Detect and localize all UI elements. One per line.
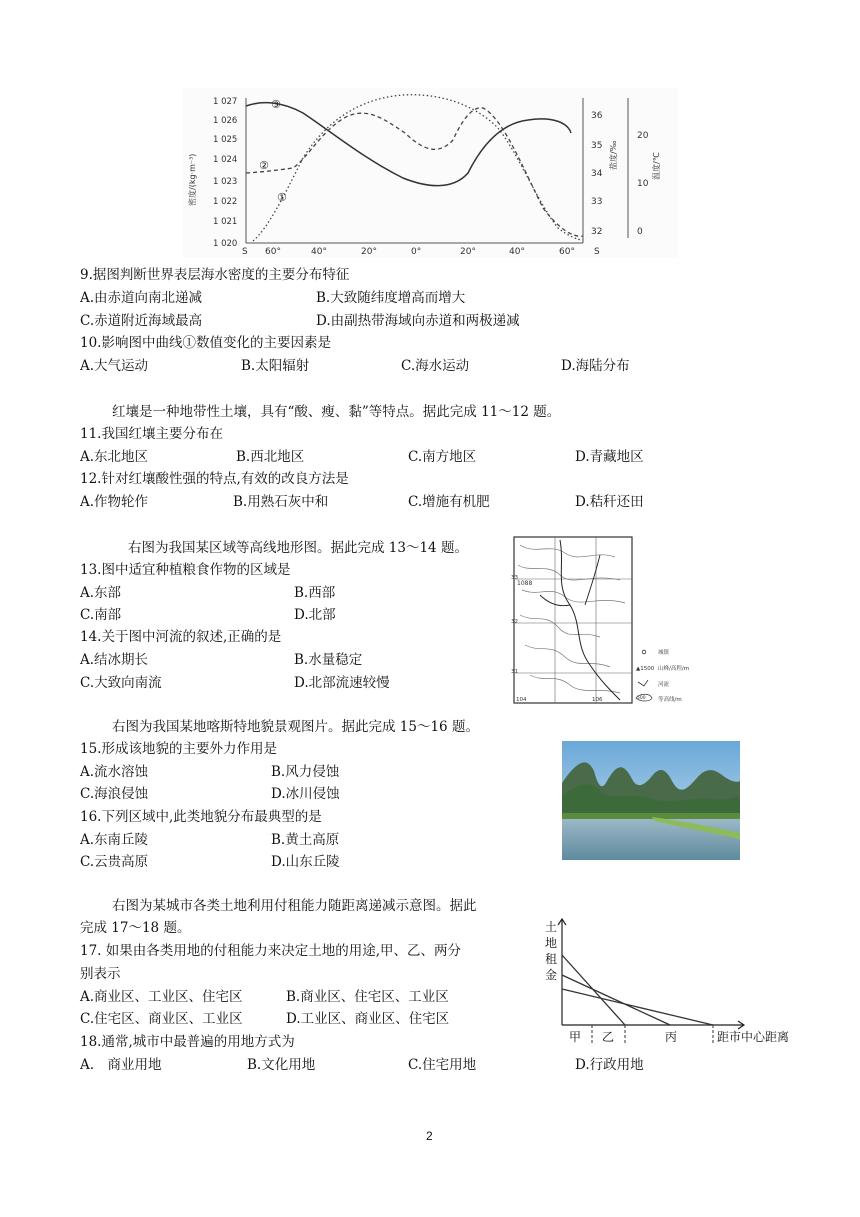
q11-option-a[interactable]: A.东北地区 (80, 449, 149, 465)
q16-stem: 16.下列区域中,此类地貌分布最典型的是 (80, 809, 322, 825)
svg-text:0°: 0° (411, 247, 422, 257)
q10-option-a[interactable]: A.大气运动 (80, 358, 149, 374)
density-tick: 1 026 (213, 116, 238, 126)
q18-option-b[interactable]: B.文化用地 (247, 1057, 316, 1073)
q13-stem: 13.图中适宜种植粮食作物的区域是 (80, 562, 291, 578)
q11-option-b[interactable]: B.西北地区 (236, 449, 305, 465)
q18-option-c[interactable]: C.住宅用地 (408, 1057, 477, 1073)
intro-15-16: 右图为我国某地喀斯特地貌景观图片。据此完成 15～16 题。 (112, 719, 479, 735)
svg-text:32: 32 (591, 227, 603, 237)
density-tick: 1 021 (213, 217, 238, 227)
q10-option-c[interactable]: C.海水运动 (401, 358, 470, 374)
distance-axis-label: 距市中心距离 (717, 1030, 790, 1044)
q10-stem: 10.影响图中曲线①数值变化的主要因素是 (80, 335, 331, 351)
q9-option-b[interactable]: B.大致随纬度增高而增大 (316, 290, 466, 306)
q18-option-a[interactable]: A. 商业用地 (80, 1057, 162, 1073)
q17-option-d[interactable]: D.工业区、商业区、住宅区 (286, 1011, 450, 1027)
q17-stem-line2: 别表示 (80, 966, 121, 982)
map-lat-tick: 31 (511, 669, 518, 675)
q14-stem: 14.关于图中河流的叙述,正确的是 (80, 629, 282, 645)
q9-option-a[interactable]: A.由赤道向南北递减 (80, 290, 203, 306)
svg-text:20°: 20° (460, 247, 476, 257)
legend-peak-sample: ▲1500 (636, 666, 655, 672)
density-salinity-temperature-figure (183, 88, 678, 258)
q17-option-c[interactable]: C.住宅区、商业区、工业区 (80, 1011, 243, 1027)
q13-option-d[interactable]: D.北部 (294, 607, 336, 623)
svg-text:20°: 20° (361, 247, 377, 257)
svg-text:40°: 40° (509, 247, 525, 257)
contour-map (510, 535, 730, 707)
svg-text:0: 0 (637, 227, 643, 237)
q13-option-c[interactable]: C.南部 (80, 607, 122, 623)
q11-stem: 11.我国红壤主要分布在 (80, 426, 223, 442)
q15-option-a[interactable]: A.流水溶蚀 (80, 764, 149, 780)
svg-text:河流: 河流 (658, 682, 670, 688)
zone-label-yi: 乙 (602, 1030, 615, 1044)
q9-option-d[interactable]: D.由副热带海域向赤道和两极递减 (316, 313, 520, 329)
density-tick: 1 023 (213, 177, 238, 187)
density-axis-label: 密度/(kg·m⁻³) (188, 153, 197, 206)
svg-text:35: 35 (591, 141, 603, 151)
svg-text:城镇: 城镇 (658, 650, 670, 656)
svg-text:60°: 60° (559, 247, 575, 257)
land-rent-diagram (545, 917, 805, 1049)
q16-option-b[interactable]: B.黄土高原 (271, 832, 340, 848)
map-lat-tick: 33 (511, 575, 518, 581)
q14-option-b[interactable]: B.水量稳定 (294, 652, 363, 668)
rent-axis-char: 租 (545, 952, 558, 966)
q17-option-b[interactable]: B.商业区、住宅区、工业区 (286, 989, 449, 1005)
page-number: 2 (426, 1129, 433, 1143)
svg-text:S: S (594, 247, 600, 257)
svg-text:山峰/高程/m: 山峰/高程/m (658, 666, 690, 672)
q14-option-c[interactable]: C.大致向南流 (80, 675, 162, 691)
density-tick: 1 024 (213, 155, 238, 165)
density-tick: 1 022 (213, 197, 238, 207)
curve-label-3: ③ (271, 98, 281, 111)
q12-option-c[interactable]: C.增施有机肥 (408, 494, 490, 510)
rent-line-flat (562, 989, 713, 1025)
map-lon-tick: 104 (516, 697, 527, 703)
map-peak-label: 1088 (517, 580, 533, 587)
q9-stem: 9.据图判断世界表层海水密度的主要分布特征 (80, 267, 350, 283)
q10-option-d[interactable]: D.海陆分布 (561, 358, 630, 374)
q15-stem: 15.形成该地貌的主要外力作用是 (80, 741, 277, 757)
q16-option-a[interactable]: A.东南丘陵 (80, 832, 149, 848)
zone-label-bing: 丙 (665, 1030, 678, 1044)
density-tick: 1 027 (213, 97, 238, 107)
svg-text:40°: 40° (311, 247, 327, 257)
temperature-axis-label: 温度/℃ (652, 152, 661, 180)
q10-option-b[interactable]: B.太阳辐射 (241, 358, 310, 374)
q12-option-b[interactable]: B.用熟石灰中和 (233, 494, 329, 510)
density-tick: 1 025 (213, 135, 238, 145)
map-lon-tick: 106 (592, 697, 603, 703)
q17-stem-line1: 17. 如果由各类用地的付租能力来决定土地的用途,甲、乙、两分 (80, 943, 462, 959)
svg-text:60°: 60° (265, 247, 281, 257)
svg-text:20: 20 (637, 131, 649, 141)
rent-line-mid (562, 975, 670, 1025)
curve-label-2: ② (259, 159, 269, 172)
rent-axis-char: 土 (545, 920, 558, 934)
intro-17-18-line1: 右图为某城市各类土地利用付租能力随距离递减示意图。据此 (112, 898, 477, 914)
q16-option-c[interactable]: C.云贵高原 (80, 854, 149, 870)
karst-landscape-photo (562, 741, 740, 860)
map-lat-tick: 32 (511, 619, 518, 625)
q11-option-c[interactable]: C.南方地区 (408, 449, 477, 465)
curve-label-1: ① (277, 191, 287, 204)
q15-option-c[interactable]: C.海浪侵蚀 (80, 786, 149, 802)
svg-text:10: 10 (637, 179, 649, 189)
svg-text:33: 33 (591, 197, 603, 207)
q18-stem: 18.通常,城市中最普遍的用地方式为 (80, 1034, 295, 1050)
intro-13-14: 右图为我国某区域等高线地形图。据此完成 13～14 题。 (128, 540, 468, 556)
svg-text:36: 36 (591, 111, 603, 121)
q12-option-d[interactable]: D.秸秆还田 (575, 494, 644, 510)
q17-option-a[interactable]: A.商业区、工业区、住宅区 (80, 989, 243, 1005)
q12-option-a[interactable]: A.作物轮作 (80, 494, 149, 510)
density-tick: 1 020 (213, 239, 238, 249)
q14-option-a[interactable]: A.结冰期长 (80, 652, 149, 668)
q12-stem: 12.针对红壤酸性强的特点,有效的改良方法是 (80, 471, 349, 487)
q13-option-b[interactable]: B.西部 (294, 585, 336, 601)
q18-option-d[interactable]: D.行政用地 (575, 1057, 644, 1073)
zone-label-jia: 甲 (569, 1030, 582, 1044)
svg-text:等高线/m: 等高线/m (658, 697, 682, 703)
legend-contour-sample: 500 (637, 696, 646, 701)
q13-option-a[interactable]: A.东部 (80, 585, 122, 601)
q9-option-c[interactable]: C.赤道附近海域最高 (80, 313, 203, 329)
intro-11-12: 红壤是一种地带性土壤，具有“酸、瘦、黏”等特点。据此完成 11～12 题。 (112, 404, 561, 420)
q14-option-d[interactable]: D.北部流速较慢 (294, 675, 390, 691)
q16-option-d[interactable]: D.山东丘陵 (271, 854, 340, 870)
intro-17-18-line2: 完成 17～18 题。 (80, 920, 191, 936)
svg-text:34: 34 (591, 169, 603, 179)
rent-axis-char: 地 (545, 936, 558, 950)
q11-option-d[interactable]: D.青藏地区 (575, 449, 644, 465)
rent-axis-char: 金 (545, 968, 558, 982)
salinity-axis-label: 盐度/‰ (609, 140, 618, 170)
q15-option-d[interactable]: D.冰川侵蚀 (271, 786, 340, 802)
q15-option-b[interactable]: B.风力侵蚀 (271, 764, 340, 780)
svg-text:S: S (242, 247, 248, 257)
